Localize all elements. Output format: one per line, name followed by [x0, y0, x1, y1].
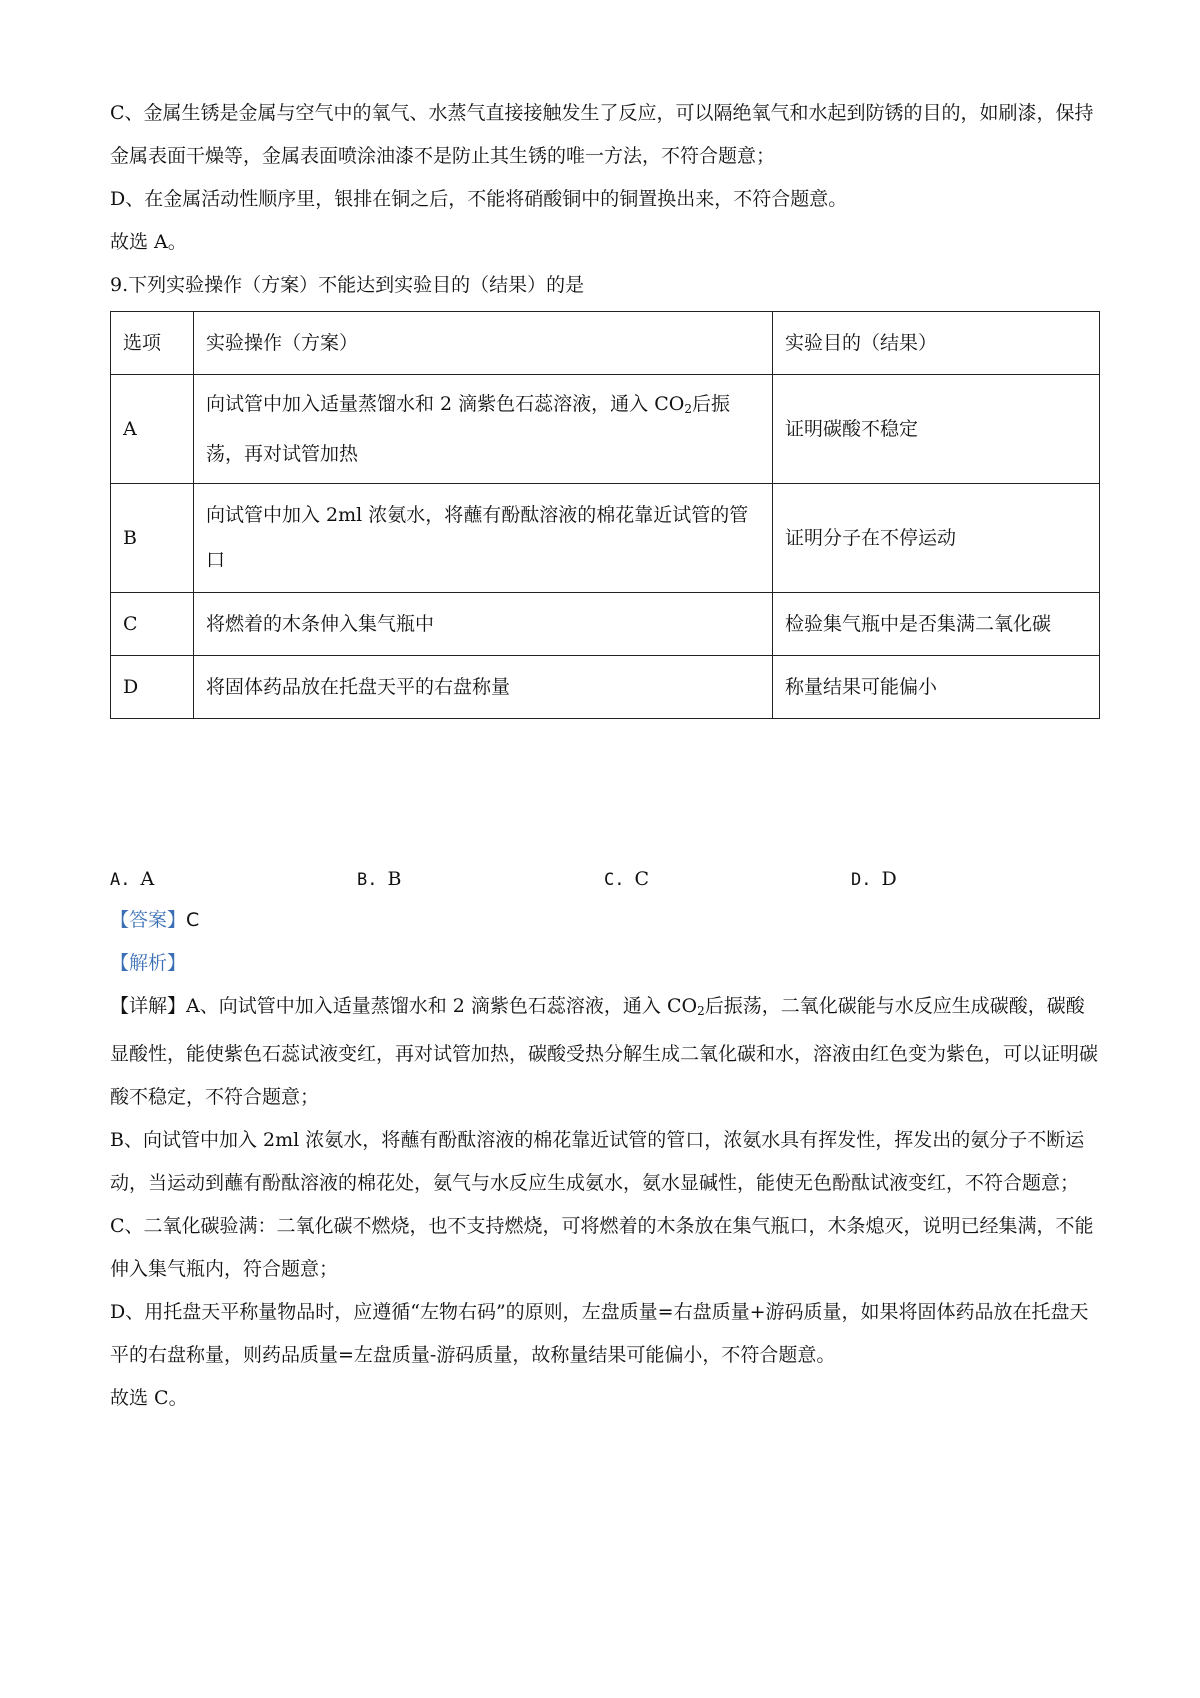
- table-row: [111, 484, 1100, 593]
- document-content: [110, 92, 1100, 1420]
- table-row: [111, 593, 1100, 656]
- analysis-c: C、二氧化碳验满：二氧化碳不燃烧，也不支持燃烧，可将燃着的木条放在集气瓶口，木条熄灭，说明已经集满，不能伸入集气瓶内，符合题意；: [110, 1215, 1094, 1280]
- op-subscript: 2: [684, 401, 692, 416]
- answer-value: C: [186, 909, 200, 931]
- analysis-heading: [110, 942, 1100, 985]
- choice-value: D: [881, 868, 897, 890]
- analysis-a-pre: A、向试管中加入适量蒸馏水和 2 滴紫色石蕊溶液，通入 CO: [186, 995, 698, 1017]
- choice-label: B.: [357, 870, 378, 890]
- choice-c: [604, 859, 649, 900]
- row-operation: 向试管中加入 2ml 浓氨水，将蘸有酚酞溶液的棉花靠近试管的管口: [194, 484, 773, 593]
- analysis-tag: 【解析】: [110, 952, 187, 974]
- row-option: A: [111, 375, 194, 484]
- analysis-a-post: 后振荡，二氧化碳能与水反应生成碳酸，碳酸显酸性，能使紫色石蕊试液变红，再对试管加热，碳酸受热分解生成二氧化碳和水，溶液由红色变为紫色，可以证明碳酸不稳定，不符合题意；: [110, 995, 1099, 1108]
- answer-tag: 【答案】: [110, 909, 187, 931]
- row-goal: 称量结果可能偏小: [773, 656, 1100, 719]
- choice-a: [110, 859, 154, 900]
- row-goal: 证明碳酸不稳定: [773, 375, 1100, 484]
- choice-value: C: [634, 868, 650, 890]
- op-text-post: 后振荡，再对试管加热: [206, 392, 730, 465]
- header-operation: 实验操作（方案）: [194, 312, 773, 375]
- row-operation: [194, 375, 773, 484]
- analysis-d: D、用托盘天平称量物品时，应遵循“左物右码”的原则，左盘质量=右盘质量+游码质量，如果将固体药品放在托盘天平的右盘称量，则药品质量=左盘质量-游码质量，故称量结果可能偏小，不符合题意。: [110, 1301, 1089, 1366]
- row-goal: 检验集气瓶中是否集满二氧化碳: [773, 593, 1100, 656]
- choice-label: D.: [851, 870, 872, 890]
- choice-b: [357, 859, 401, 900]
- analysis-a: [110, 985, 1100, 1119]
- prev-final-answer: 故选 A。: [110, 231, 187, 253]
- prev-analysis-d: D、在金属活动性顺序里，银排在铜之后，不能将硝酸铜中的铜置换出来，不符合题意。: [110, 188, 848, 210]
- choice-label: C.: [604, 870, 625, 890]
- answer-choices: [110, 859, 1100, 899]
- analysis-a-subscript: 2: [697, 1004, 705, 1018]
- header-option: 选项: [111, 312, 194, 375]
- choice-value: A: [140, 868, 155, 890]
- question-title: 9.下列实验操作（方案）不能达到实验目的（结果）的是: [110, 274, 585, 296]
- choice-label: A.: [110, 870, 131, 890]
- row-option: B: [111, 484, 194, 593]
- table-row: [111, 656, 1100, 719]
- analysis-b: B、向试管中加入 2ml 浓氨水，将蘸有酚酞溶液的棉花靠近试管的管口，浓氨水具有挥发性，挥发出的氨分子不断运动，当运动到蘸有酚酞溶液的棉花处，氨气与水反应生成氨水，氨水显碱性，能使无色酚酞试液变红，不符合题意；: [110, 1129, 1085, 1194]
- header-goal: 实验目的（结果）: [773, 312, 1100, 375]
- row-operation: 将固体药品放在托盘天平的右盘称量: [194, 656, 773, 719]
- analysis-final: 故选 C。: [110, 1387, 188, 1409]
- row-option: C: [111, 593, 194, 656]
- table-row: [111, 375, 1100, 484]
- prev-analysis-c: C、金属生锈是金属与空气中的氧气、水蒸气直接接触发生了反应，可以隔绝氧气和水起到防锈的目的，如刷漆，保持金属表面干燥等，金属表面喷涂油漆不是防止其生锈的唯一方法，不符合题意；: [110, 102, 1094, 167]
- row-option: D: [111, 656, 194, 719]
- op-text-pre: 向试管中加入适量蒸馏水和 2 滴紫色石蕊溶液，通入 CO: [206, 392, 685, 415]
- choice-value: B: [387, 868, 402, 890]
- answer-line: [110, 899, 1100, 942]
- table-header-row: [111, 312, 1100, 375]
- choice-d: [851, 859, 897, 900]
- experiment-table: [110, 311, 1100, 719]
- detail-tag: 【详解】: [110, 995, 187, 1017]
- row-goal: 证明分子在不停运动: [773, 484, 1100, 593]
- row-operation: 将燃着的木条伸入集气瓶中: [194, 593, 773, 656]
